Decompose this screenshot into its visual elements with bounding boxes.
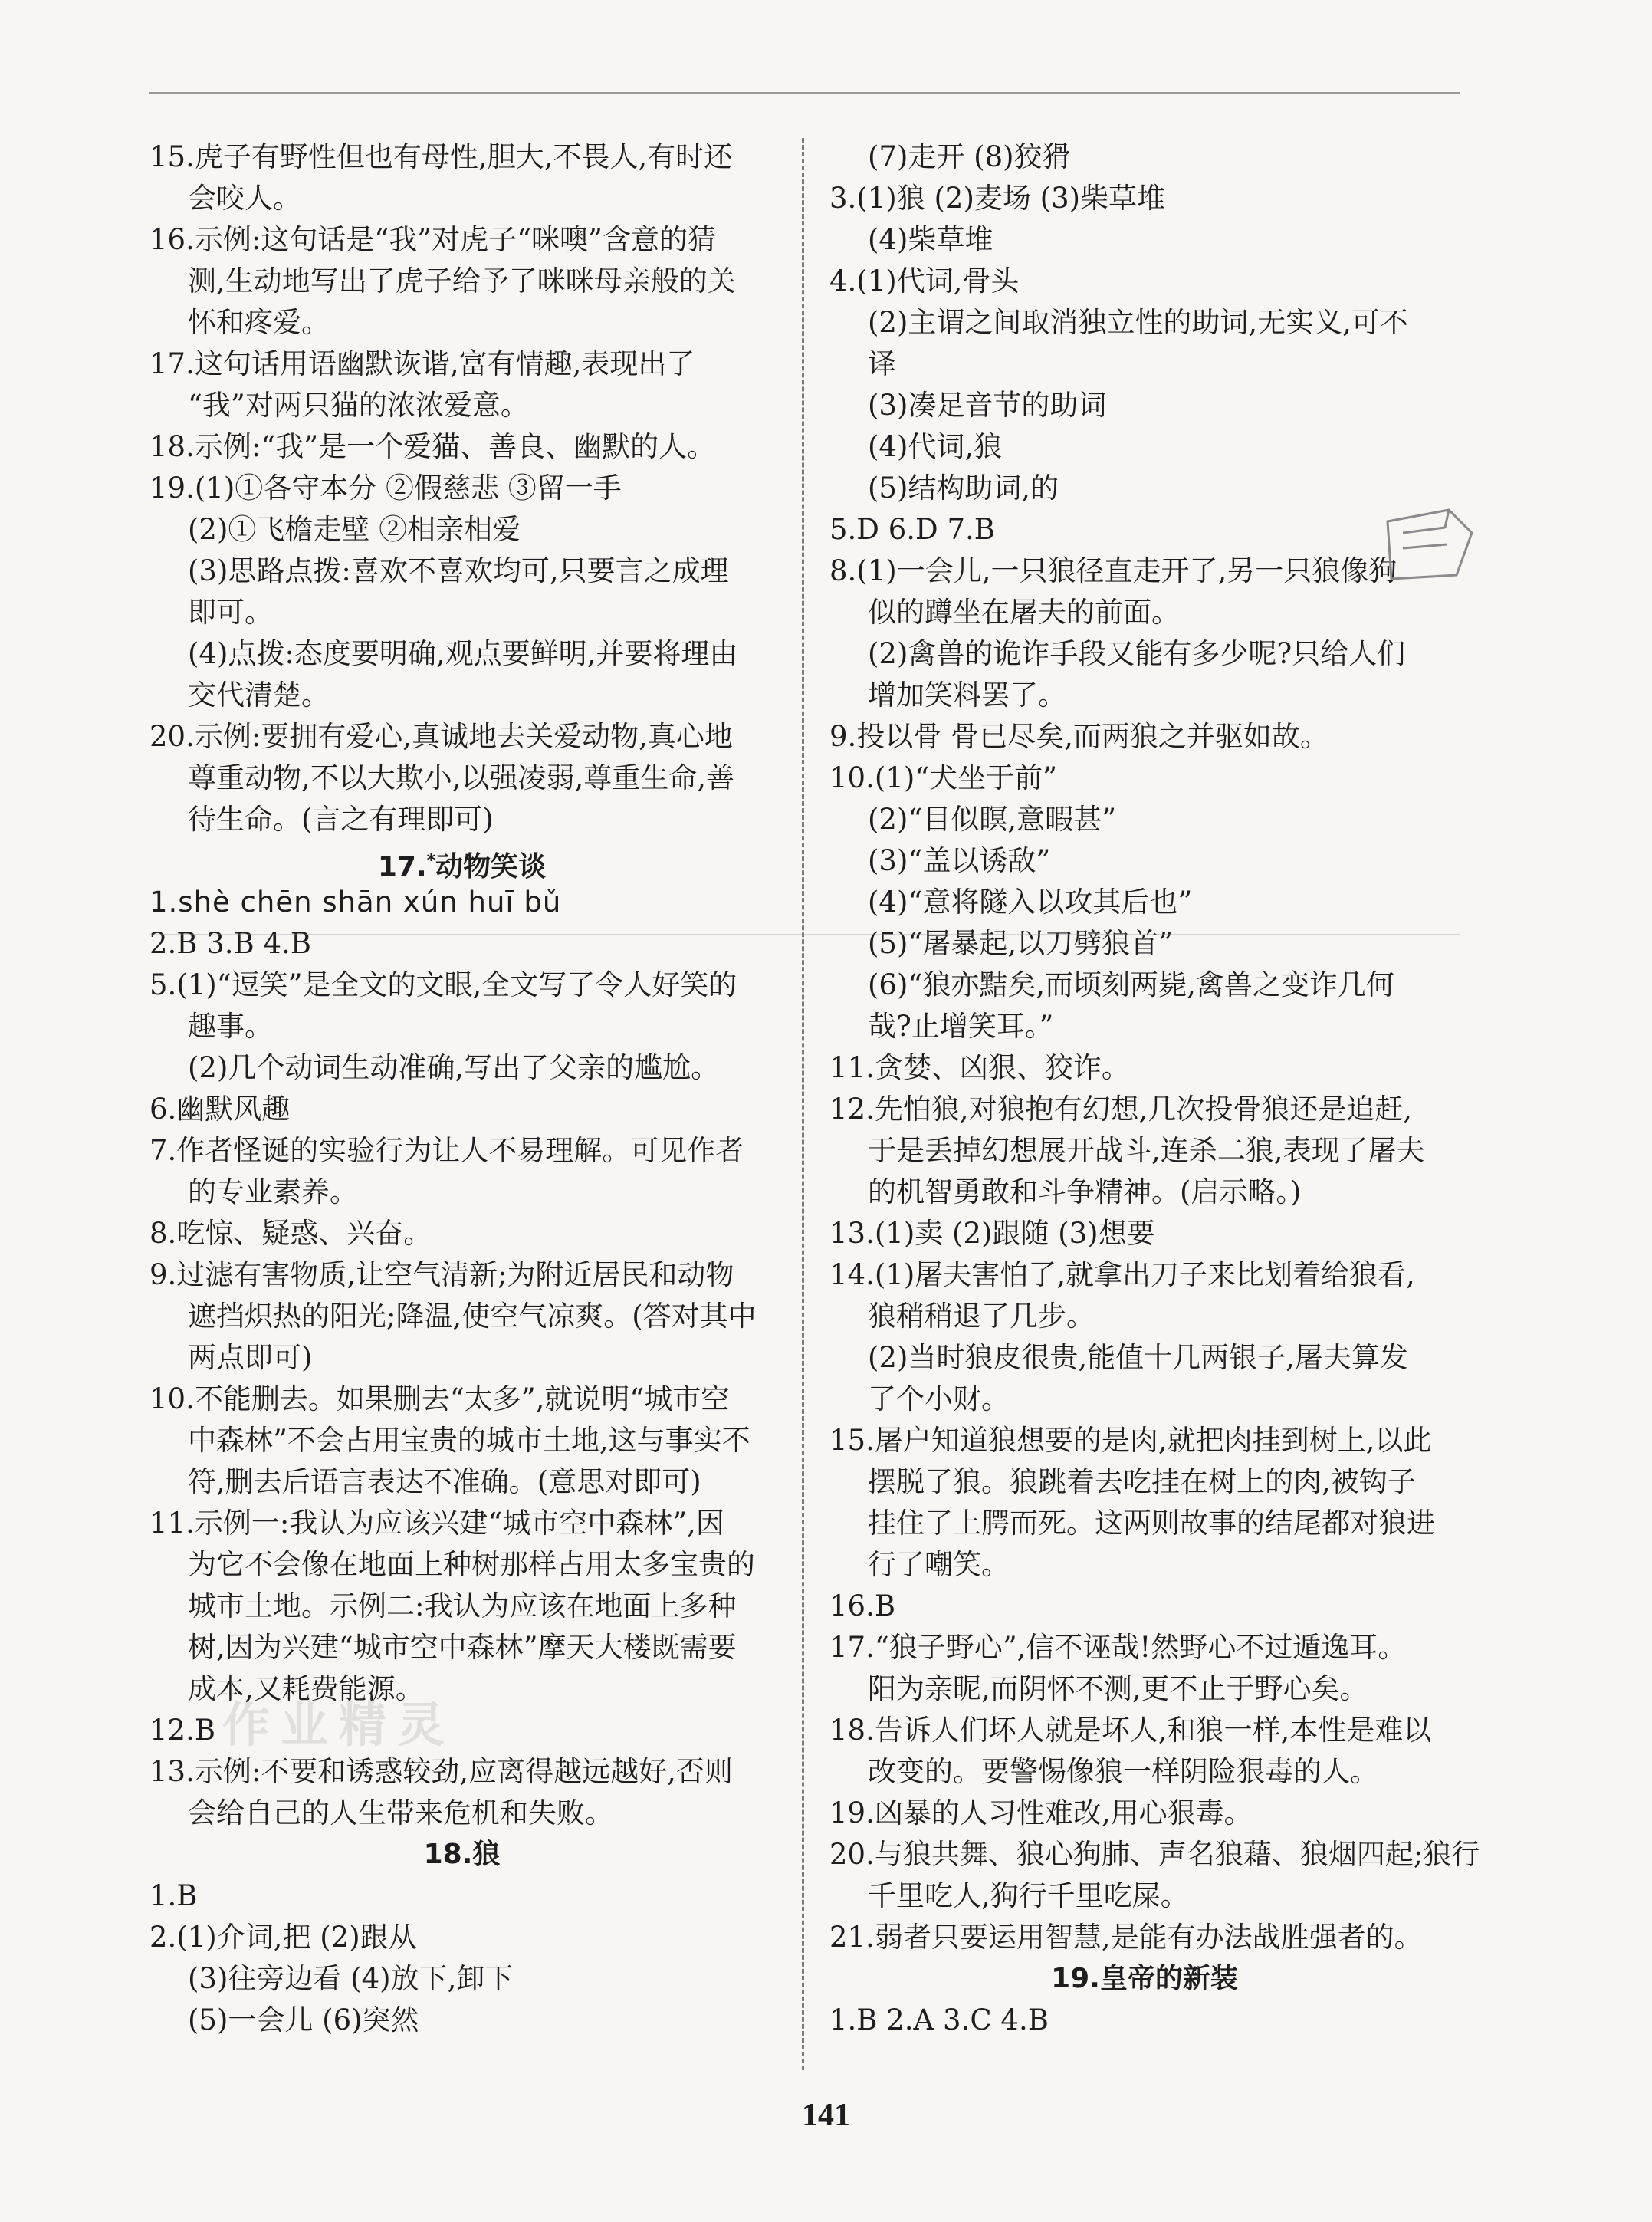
answer-continuation: 会给自己的人生带来危机和失败。 bbox=[188, 1796, 613, 1829]
answer-continuation: 两点即可) bbox=[188, 1341, 313, 1374]
answer-continuation: 摆脱了狼。狼跳着去吃挂在树上的肉,被钩子 bbox=[868, 1465, 1416, 1498]
top-rule bbox=[149, 92, 1460, 94]
answer-continuation: 狼稍稍退了几步。 bbox=[868, 1300, 1095, 1333]
answer-line: 9.过滤有害物质,让空气清新;为附近居民和动物 bbox=[149, 1258, 734, 1291]
answer-continuation: 遮挡炽热的阳光;降温,使空气凉爽。(答对其中 bbox=[188, 1300, 757, 1333]
answer-continuation: 增加笑料罢了。 bbox=[868, 679, 1066, 712]
answer-continuation: 似的蹲坐在屠夫的前面。 bbox=[868, 596, 1180, 629]
answer-line: 16.示例:这句话是“我”对虎子“咪噢”含意的猜 bbox=[149, 223, 716, 256]
answer-line: 7.作者怪诞的实验行为让人不易理解。可见作者 bbox=[149, 1134, 744, 1167]
answer-line: 1.B 2.A 3.C 4.B bbox=[829, 2003, 1049, 2036]
answer-continuation: (2)“目似瞑,意暇甚” bbox=[868, 803, 1117, 836]
answer-line: 9.投以骨 骨已尽矣,而两狼之并驱如故。 bbox=[829, 720, 1328, 753]
answer-continuation: (2)主谓之间取消独立性的助词,无实义,可不 bbox=[868, 306, 1408, 339]
answer-continuation: (2)禽兽的诡诈手段又能有多少呢?只给人们 bbox=[868, 637, 1406, 670]
answer-continuation: (5)结构助词,的 bbox=[868, 472, 1059, 505]
answer-continuation: 挂住了上腭而死。这两则故事的结尾都对狼进 bbox=[868, 1507, 1435, 1540]
answer-continuation: (3)凑足音节的助词 bbox=[868, 389, 1107, 422]
answer-continuation: (4)代词,狼 bbox=[868, 430, 1003, 463]
answer-line: 1.B bbox=[149, 1879, 198, 1912]
answer-continuation: 于是丢掉幻想展开战斗,连杀二狼,表现了屠夫 bbox=[868, 1134, 1425, 1167]
answer-continuation: 千里吃人,狗行千里吃屎。 bbox=[868, 1879, 1189, 1912]
answer-line: 1.shè chēn shān xún huī bǔ bbox=[149, 886, 562, 919]
answer-line: 17.“狼子野心”,信不诬哉!然野心不过遁逸耳。 bbox=[829, 1631, 1407, 1664]
answer-continuation: 趣事。 bbox=[188, 1010, 273, 1043]
left-column bbox=[149, 136, 774, 2041]
answer-line: 11.示例一:我认为应该兴建“城市空中森林”,因 bbox=[149, 1507, 724, 1540]
answer-continuation: 中森林”不会占用宝贵的城市土地,这与事实不 bbox=[188, 1424, 750, 1457]
right-column bbox=[829, 136, 1480, 2041]
answer-line: 10.不能删去。如果删去“太多”,就说明“城市空 bbox=[149, 1382, 730, 1415]
answer-continuation: (7)走开 (8)狡猾 bbox=[868, 140, 1071, 173]
answer-continuation: 为它不会像在地面上种树那样占用太多宝贵的 bbox=[188, 1548, 755, 1581]
scan-fold-line bbox=[149, 934, 1460, 935]
answer-continuation: 了个小财。 bbox=[868, 1382, 1010, 1415]
answer-continuation: “我”对两只猫的浓浓爱意。 bbox=[188, 389, 529, 422]
answer-line: 17.这句话用语幽默诙谐,富有情趣,表现出了 bbox=[149, 347, 695, 380]
answer-line: 16.B bbox=[829, 1589, 896, 1622]
answer-continuation: (4)点拨:态度要明确,观点要鲜明,并要将理由 bbox=[188, 637, 738, 670]
answer-continuation: 成本,又耗费能源。 bbox=[188, 1672, 424, 1705]
answer-line: 19.(1)①各守本分 ②假慈悲 ③留一手 bbox=[149, 472, 622, 505]
answer-continuation: 改变的。要警惕像狼一样阴险狠毒的人。 bbox=[868, 1755, 1378, 1788]
answer-line: 20.与狼共舞、狼心狗肺、声名狼藉、狼烟四起;狼行 bbox=[829, 1838, 1480, 1871]
answer-continuation: 的机智勇敢和斗争精神。(启示略。) bbox=[868, 1175, 1302, 1208]
answer-line: 5.D 6.D 7.B bbox=[829, 513, 995, 546]
answer-continuation: 符,删去后语言表达不准确。(意思对即可) bbox=[188, 1465, 701, 1498]
optional-lesson-mark: * bbox=[426, 851, 436, 870]
answer-line: 12.先怕狼,对狼抱有幻想,几次投骨狼还是追赶, bbox=[829, 1093, 1413, 1126]
section-heading-text: 狼 bbox=[472, 1839, 501, 1870]
answer-line: 13.示例:不要和诱惑较劲,应离得越远越好,否则 bbox=[149, 1755, 733, 1788]
answer-continuation: (6)“狼亦黠矣,而顷刻两毙,禽兽之变诈几何 bbox=[868, 968, 1394, 1001]
section-number: 17. bbox=[377, 851, 427, 883]
answer-continuation: 阳为亲昵,而阴怀不测,更不止于野心矣。 bbox=[868, 1672, 1368, 1705]
answer-continuation: (5)一会儿 (6)突然 bbox=[188, 2003, 419, 2036]
answer-continuation: 行了嘲笑。 bbox=[868, 1548, 1010, 1581]
answer-line: 2.B 3.B 4.B bbox=[149, 927, 311, 960]
answer-continuation: 树,因为兴建“城市空中森林”摩天大楼既需要 bbox=[188, 1631, 737, 1664]
answer-line: 18.告诉人们坏人就是坏人,和狼一样,本性是难以 bbox=[829, 1714, 1432, 1747]
section-title bbox=[829, 1958, 1460, 2000]
answer-continuation: 会咬人。 bbox=[188, 182, 301, 215]
answer-line: 11.贪婪、凶狠、狡诈。 bbox=[829, 1051, 1130, 1084]
answer-line: 19.凶暴的人习性难改,用心狠毒。 bbox=[829, 1796, 1253, 1829]
answer-continuation: 测,生动地写出了虎子给予了咪咪母亲般的关 bbox=[188, 265, 736, 297]
answer-continuation: (3)“盖以诱敌” bbox=[868, 844, 1051, 877]
answer-line: 8.(1)一会儿,一只狼径直走开了,另一只狼像狗 bbox=[829, 554, 1397, 587]
section-number: 19. bbox=[1051, 1963, 1100, 1994]
answer-line: 10.(1)“犬坐于前” bbox=[829, 761, 1058, 794]
answer-continuation: (2)当时狼皮很贵,能值十几两银子,屠夫算发 bbox=[868, 1341, 1408, 1374]
answer-line: 3.(1)狼 (2)麦场 (3)柴草堆 bbox=[829, 182, 1166, 215]
answer-continuation: 待生命。(言之有理即可) bbox=[188, 803, 494, 836]
answer-line: 18.示例:“我”是一个爱猫、善良、幽默的人。 bbox=[149, 430, 716, 463]
column-divider bbox=[802, 138, 804, 2070]
answer-continuation: 哉?止增笑耳。” bbox=[868, 1010, 1054, 1043]
answer-continuation: 译 bbox=[868, 347, 896, 380]
answer-line: 15.屠户知道狼想要的是肉,就把肉挂到树上,以此 bbox=[829, 1424, 1432, 1457]
answer-line: 20.示例:要拥有爱心,真诚地去关爱动物,真心地 bbox=[149, 720, 733, 753]
answer-line: 6.幽默风趣 bbox=[149, 1093, 291, 1126]
stamp-icon bbox=[1372, 502, 1487, 587]
answer-line: 2.(1)介词,把 (2)跟从 bbox=[149, 1921, 417, 1954]
answer-continuation: 尊重动物,不以大欺小,以强凌弱,尊重生命,善 bbox=[188, 761, 735, 794]
answer-line: 15.虎子有野性但也有母性,胆大,不畏人,有时还 bbox=[149, 140, 733, 173]
section-title bbox=[149, 840, 774, 882]
section-heading-text: 皇帝的新装 bbox=[1099, 1963, 1238, 1994]
answer-continuation: (4)柴草堆 bbox=[868, 223, 993, 256]
answer-line: 4.(1)代词,骨头 bbox=[829, 265, 1020, 297]
answer-line: 5.(1)“逗笑”是全文的文眼,全文写了令人好笑的 bbox=[149, 968, 737, 1001]
answer-continuation: (3)往旁边看 (4)放下,卸下 bbox=[188, 1962, 514, 1995]
answer-line: 13.(1)卖 (2)跟随 (3)想要 bbox=[829, 1217, 1155, 1250]
answer-continuation: (4)“意将隧入以攻其后也” bbox=[868, 886, 1193, 919]
answer-continuation: (2)几个动词生动准确,写出了父亲的尴尬。 bbox=[188, 1051, 720, 1084]
answer-line: 21.弱者只要运用智慧,是能有办法战胜强者的。 bbox=[829, 1921, 1423, 1954]
answer-line: 14.(1)屠夫害怕了,就拿出刀子来比划着给狼看, bbox=[829, 1258, 1415, 1291]
answer-continuation: 怀和疼爱。 bbox=[188, 306, 330, 339]
answer-continuation: (3)思路点拨:喜欢不喜欢均可,只要言之成理 bbox=[188, 554, 729, 587]
answer-line: 8.吃惊、疑惑、兴奋。 bbox=[149, 1217, 432, 1250]
answer-continuation: 城市土地。示例二:我认为应该在地面上多种 bbox=[188, 1589, 737, 1622]
answer-continuation: 交代清楚。 bbox=[188, 679, 330, 712]
answer-continuation: (5)“屠暴起,以刀劈狼首” bbox=[868, 927, 1174, 960]
section-title bbox=[149, 1834, 774, 1875]
watermark-text: 作业精灵 bbox=[222, 1697, 456, 1753]
page-number: 141 bbox=[802, 2098, 850, 2133]
section-number: 18. bbox=[423, 1839, 473, 1870]
answer-line: 12.B bbox=[149, 1714, 216, 1747]
section-heading-text: 动物笑谈 bbox=[435, 851, 547, 883]
answer-continuation: 即可。 bbox=[188, 596, 273, 629]
answer-continuation: (2)①飞檐走壁 ②相亲相爱 bbox=[188, 513, 521, 546]
answer-continuation: 的专业素养。 bbox=[188, 1175, 358, 1208]
